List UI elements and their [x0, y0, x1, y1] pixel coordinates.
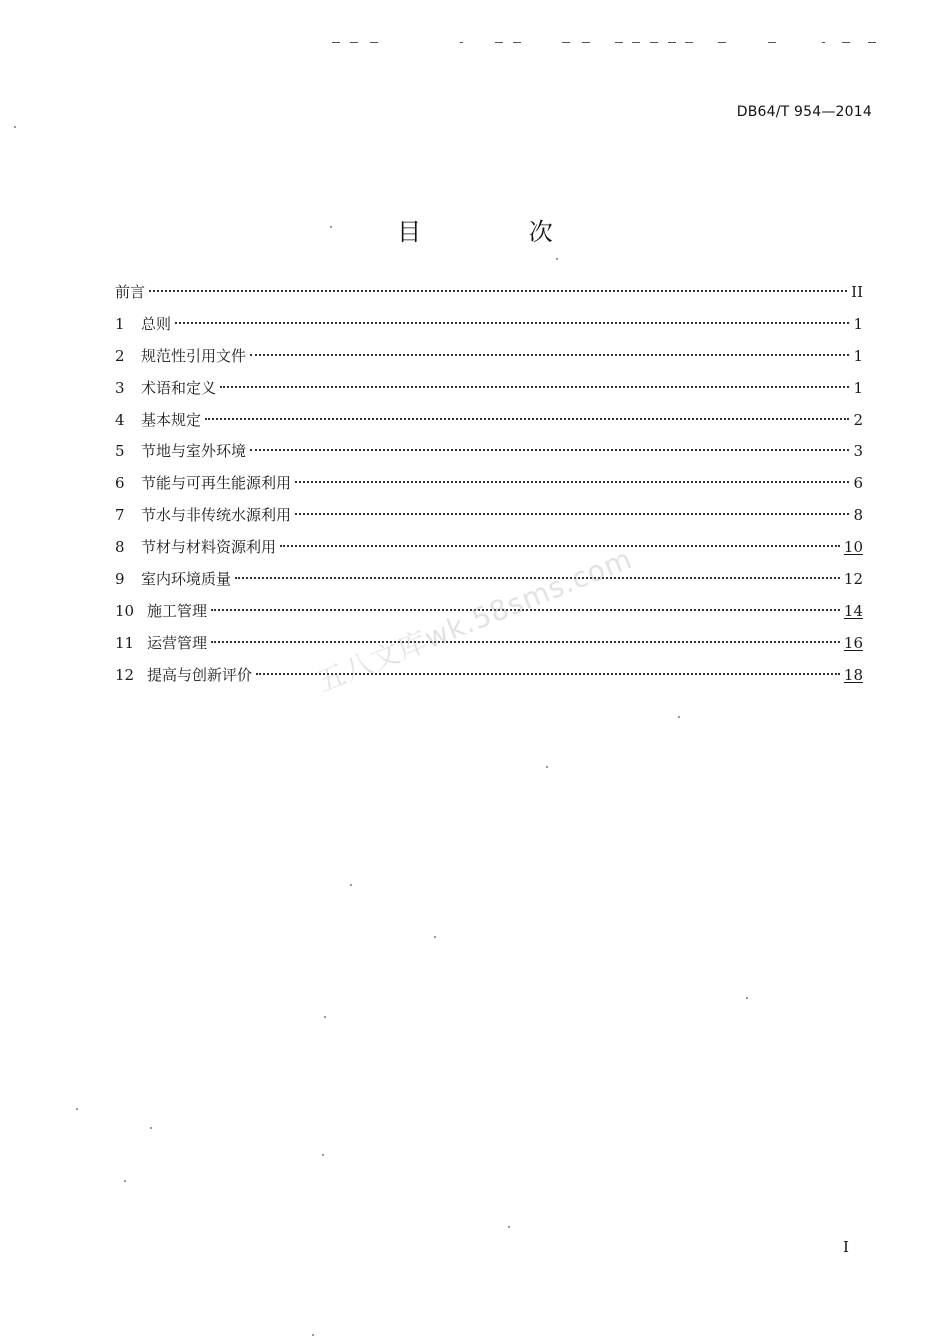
scan-speck	[350, 884, 352, 886]
page-title: 目 次	[397, 218, 603, 247]
toc-page-number: 3	[853, 442, 863, 461]
scan-artifact-dashes	[330, 38, 890, 46]
scan-speck	[312, 1334, 314, 1336]
toc-entry-2[interactable]	[115, 345, 863, 377]
toc-section-number: 1	[115, 314, 125, 333]
toc-page-number: 16	[843, 633, 863, 652]
toc-section-number: 4	[115, 410, 125, 429]
page-number: I	[843, 1238, 849, 1256]
toc-page-number: 12	[843, 570, 863, 589]
toc-entry-1[interactable]	[115, 313, 863, 345]
toc-section-number: 7	[115, 506, 125, 525]
scan-speck	[330, 226, 332, 228]
toc-section-number: 5	[115, 442, 125, 461]
toc-entry-6[interactable]	[115, 472, 863, 504]
toc-section-number: 8	[115, 538, 125, 557]
scan-speck	[546, 766, 548, 768]
toc-dot-leader	[250, 354, 849, 356]
toc-section-number: 11	[115, 633, 135, 652]
toc-entry-label: 总则	[141, 314, 172, 333]
toc-section-number: 3	[115, 378, 125, 397]
toc-page-number: 1	[853, 378, 863, 397]
toc-dot-leader	[149, 290, 847, 292]
toc-entry-8[interactable]	[115, 536, 863, 568]
toc-page-number: 1	[853, 346, 863, 365]
toc-section-number: 6	[115, 474, 125, 493]
document-code: DB64/T 954—2014	[736, 104, 872, 120]
scan-speck	[556, 258, 558, 260]
toc-entry-label: 术语和定义	[141, 378, 217, 397]
toc-dot-leader	[175, 322, 849, 324]
toc-entry-label: 节材与材料资源利用	[141, 538, 277, 557]
toc-entry-label: 前言	[115, 283, 146, 301]
scan-speck	[324, 1016, 326, 1018]
toc-entry-label: 规范性引用文件	[141, 346, 247, 365]
toc-entry-label: 节地与室外环境	[141, 442, 247, 461]
watermark: 五八文库wk.58sms.com	[312, 541, 638, 699]
toc-page-number: II	[851, 283, 863, 301]
scan-speck	[746, 997, 748, 999]
toc-page-number: 14	[843, 601, 863, 620]
toc-entry-label: 室内环境质量	[141, 570, 232, 589]
scan-speck	[322, 1154, 324, 1156]
toc-entry-7[interactable]	[115, 504, 863, 536]
toc-entry-label: 节能与可再生能源利用	[141, 474, 292, 493]
scan-speck	[508, 1226, 510, 1228]
scan-speck	[124, 1180, 126, 1182]
toc-entry-label: 运营管理	[147, 633, 208, 652]
toc-page-number: 2	[853, 410, 863, 429]
toc-entry-3[interactable]	[115, 377, 863, 409]
toc-dot-leader	[205, 418, 849, 420]
toc-entry-12[interactable]	[115, 664, 863, 696]
toc-page-number: 8	[853, 506, 863, 525]
toc-page-number: 10	[843, 538, 863, 557]
toc-section-number: 12	[115, 665, 135, 684]
scan-speck	[14, 126, 16, 128]
toc-section-number: 9	[115, 570, 125, 589]
toc-entry-5[interactable]	[115, 440, 863, 472]
toc-dot-leader	[280, 545, 840, 547]
toc-dot-leader	[295, 481, 849, 483]
toc-section-number: 10	[115, 601, 135, 620]
scan-speck	[76, 1108, 78, 1110]
toc-dot-leader	[250, 449, 849, 451]
toc-dot-leader	[295, 513, 849, 515]
toc-dot-leader	[211, 641, 840, 643]
toc-page-number: 6	[853, 474, 863, 493]
toc-dot-leader	[220, 386, 849, 388]
scan-speck	[678, 716, 680, 718]
toc-entry-label: 施工管理	[147, 601, 208, 620]
toc-section-number: 2	[115, 346, 125, 365]
toc-page-number: 1	[853, 314, 863, 333]
toc-entry-foreword[interactable]	[115, 281, 863, 313]
toc-entry-4[interactable]	[115, 409, 863, 441]
toc-entry-11[interactable]	[115, 632, 863, 664]
toc-page-number: 18	[843, 665, 863, 684]
scan-speck	[434, 936, 436, 938]
toc-entry-label: 节水与非传统水源利用	[141, 506, 292, 525]
toc-entry-label: 基本规定	[141, 410, 202, 429]
scan-speck	[150, 1127, 152, 1129]
toc-entry-label: 提高与创新评价	[147, 665, 253, 684]
